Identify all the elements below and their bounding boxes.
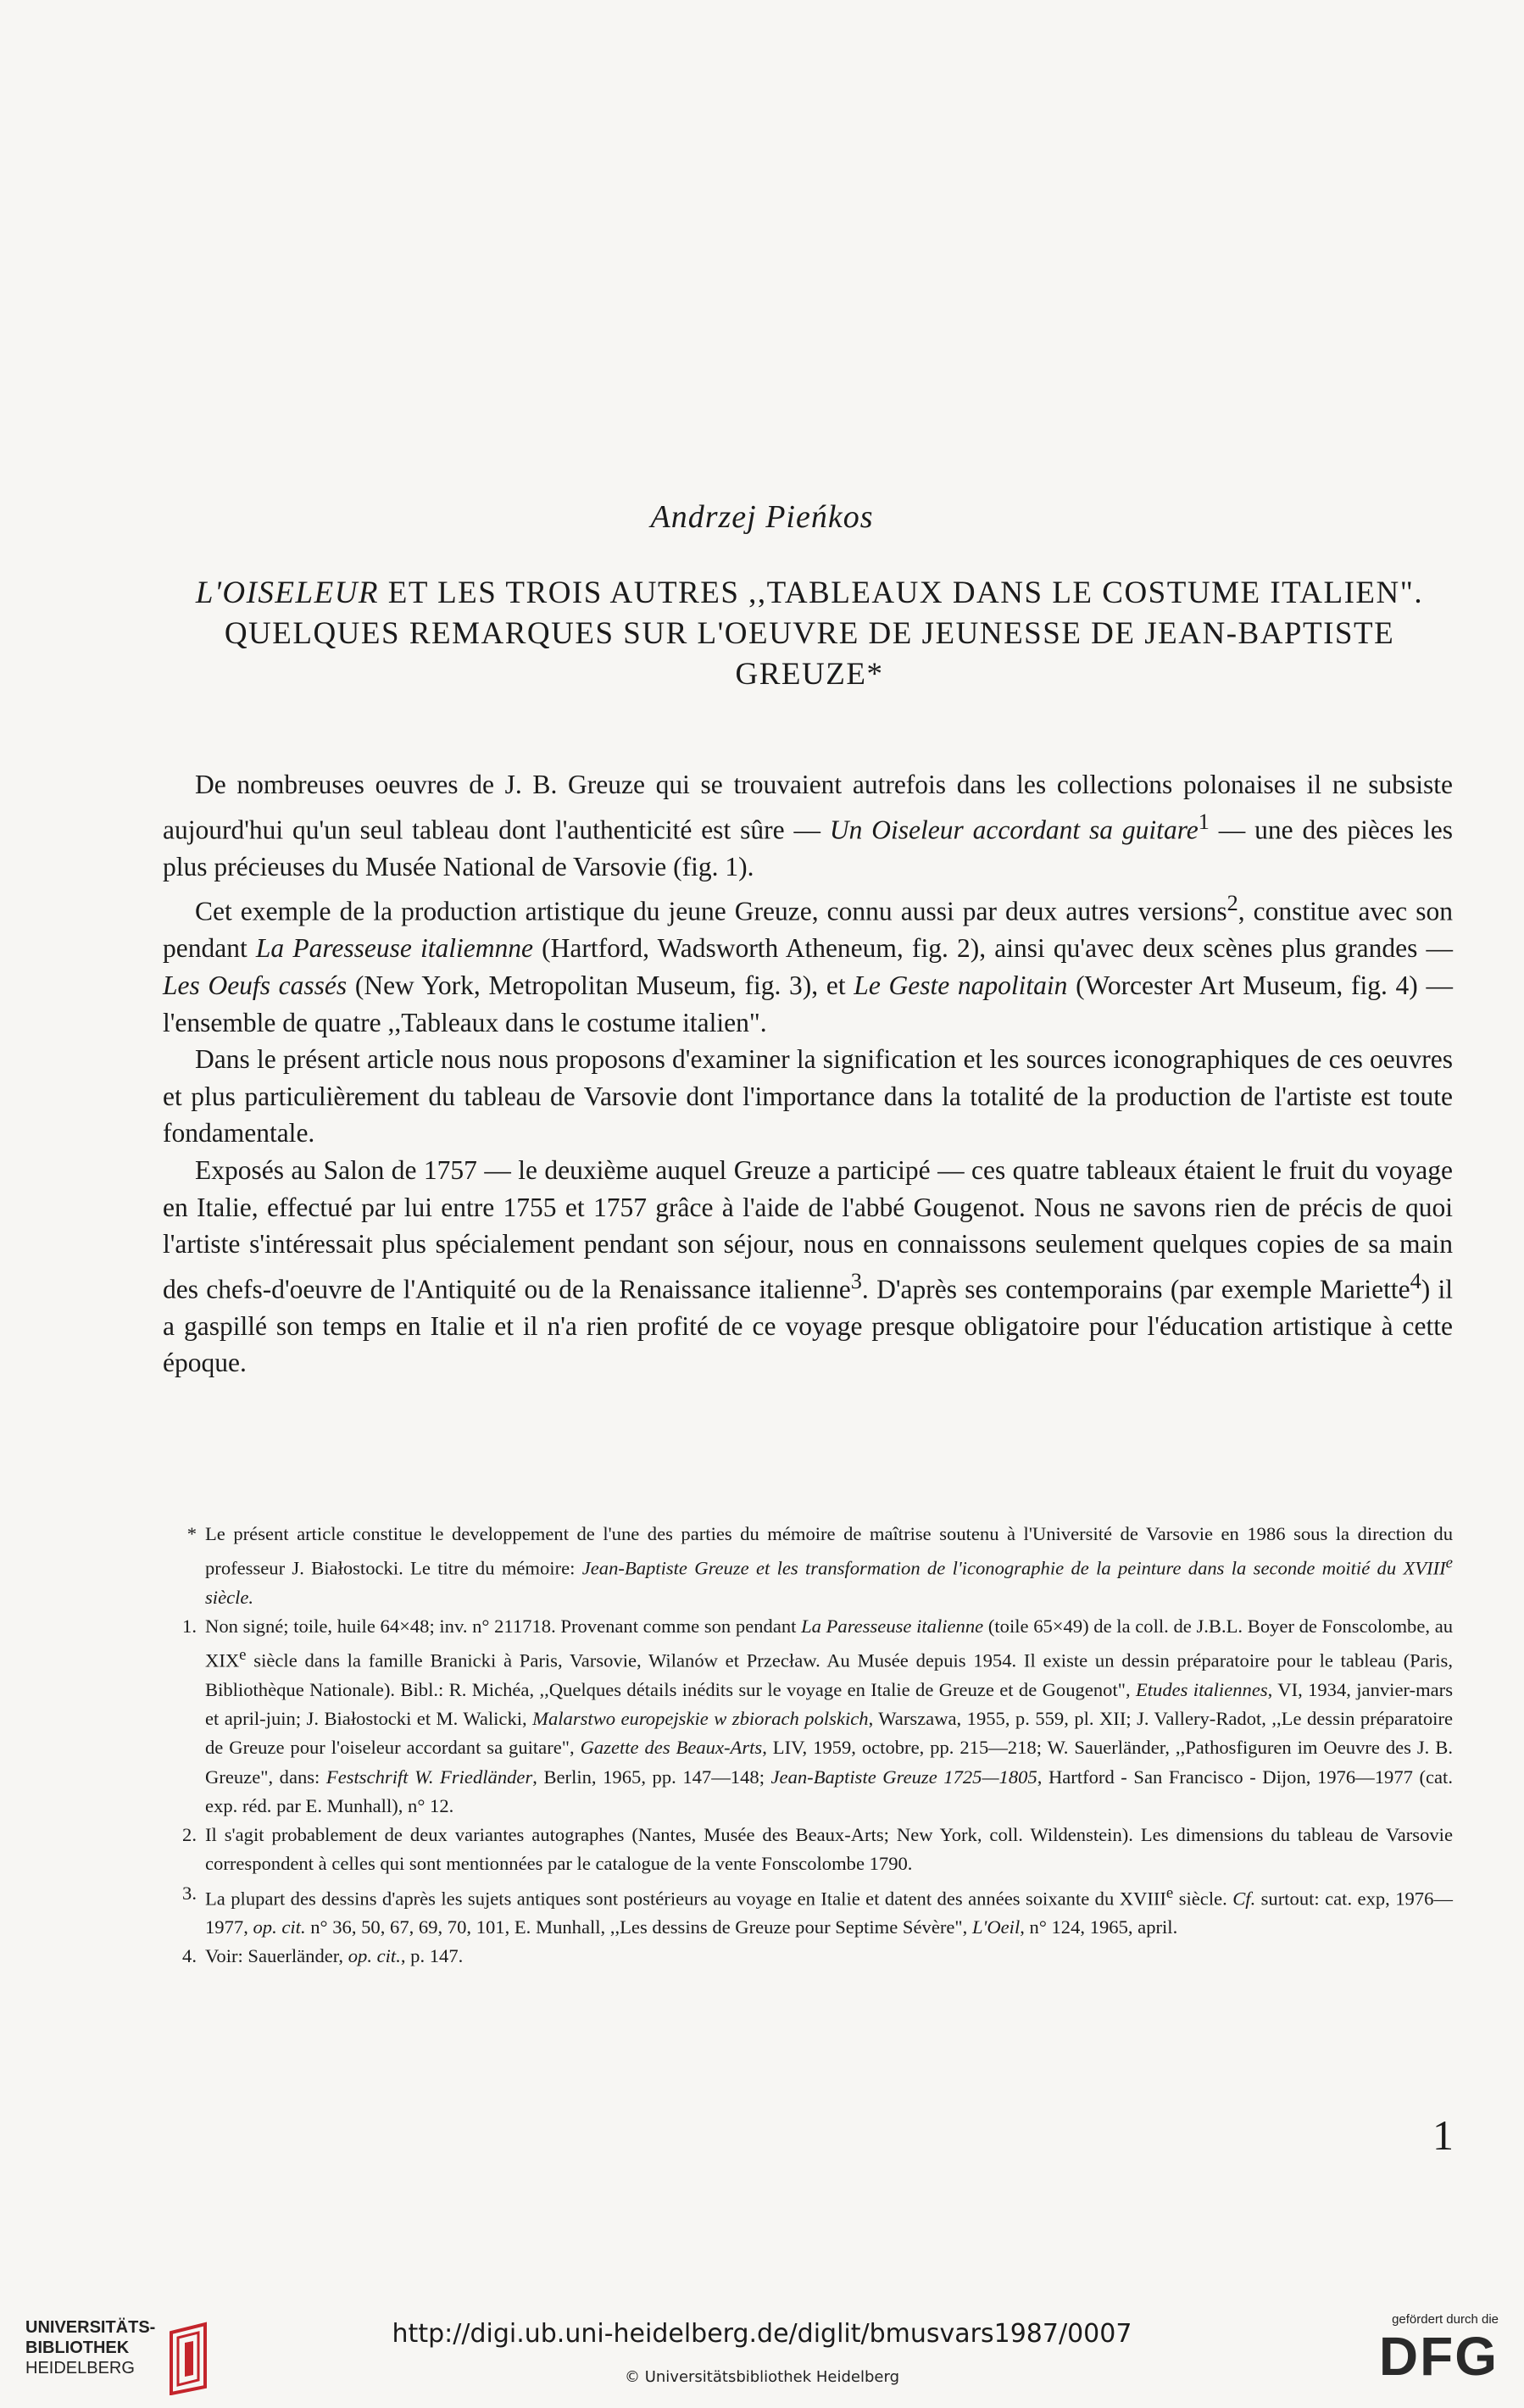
footnote-3 [163, 1879, 1453, 1943]
title-main-part: ET LES TROIS AUTRES ,,TABLEAUX DANS LE COSTUME ITALIEN". QUELQUES REMARQUES SUR L'OEUVRE DE JEUNESSE DE JEAN-BAPTISTE GREUZE* [224, 576, 1424, 692]
text-run: siècle. [1173, 1888, 1233, 1910]
page-number: 1 [1432, 2111, 1454, 2159]
digitization-footer [0, 2302, 1524, 2408]
body-paragraph-4 [163, 1152, 1453, 1382]
footnote-ref: 3 [850, 1268, 862, 1293]
dfg-logo: DFG [1378, 2326, 1499, 2387]
footnote-1 [163, 1612, 1453, 1821]
footnote-mark: 4. [182, 1945, 197, 1967]
footnote-mark: 2. [182, 1824, 197, 1846]
italic-run: Les Oeufs cassés [163, 970, 348, 1000]
italic-run: Malarstwo europejskie w zbiorach polskich [532, 1708, 869, 1730]
italic-run: Le Geste napolitain [854, 970, 1068, 1000]
body-paragraph-3: Dans le présent article nous nous proposons d'examiner la signification et les sources iconographiques de ces oeuvres et plus particulièrement du tableau de Varsovie dont l'importance dans la totalité de la production de l'artiste est toute fondamentale. [163, 1044, 1453, 1148]
footnote-ref: 4 [1410, 1268, 1421, 1293]
footnotes [163, 1520, 1453, 1971]
text-run: Voir: Sauerländer, [205, 1945, 348, 1967]
footnote-2 [163, 1821, 1453, 1878]
text-run: ) il a gaspillé son temps en Italie et il n'a rien profité de ce voyage presque obligatoire pour l'éducation artistique à cette époque. [163, 1274, 1454, 1378]
italic-run: La Paresseuse italienne [801, 1616, 984, 1638]
superscript: e [1445, 1554, 1453, 1572]
italic-run: Cf. [1232, 1888, 1256, 1910]
footnote-ref: 1 [1198, 809, 1210, 834]
text-run: — une des pièces les plus précieuses du Musée National de Varsovie (fig. 1). [163, 815, 1453, 881]
text-run: siècle dans la famille Branicki à Paris, Varsovie, Wilanów et Przecław. Au Musée depuis 1954. Il existe un dessin préparatoire pour le tableau (Paris, Bibliothèque Nationale). Bibl.: R. Michéa, ,,Quelques détails inédits sur le voyage en Italie de Greuze et de Gougenot", [205, 1649, 1453, 1701]
copyright-notice: © Universitätsbibliothek Heidelberg [624, 2368, 899, 2386]
text-run: De nombreuses oeuvres de J. B. Greuze qui se trouvaient autrefois dans les collections polonaises il ne subsiste aujourd'hui qu'un seul tableau dont l'authenticité est sûre — [163, 770, 1453, 845]
text-run: (Hartford, Wadsworth Atheneum, fig. 2), ainsi qu'avec deux scènes plus grandes — [533, 933, 1454, 964]
text-run: . D'après ses contemporains (par exemple Mariette [861, 1274, 1410, 1304]
text-run: Le présent article constitue le developpement de l'une des parties du mémoire de maîtrise soutenu à l'Université de Varsovie en 1986 sous la direction du professeur J. Białostocki. Le titre du mémoire: [205, 1523, 1453, 1579]
library-name-line: UNIVERSITÄTS- [25, 2318, 156, 2337]
text-run: Il s'agit probablement de deux variantes autographes (Nantes, Musée des Beaux-Arts; New York, coll. Wildenstein). Les dimensions du tableau de Varsovie correspondent à celles qui sont mentionnées par le catalogue de la vente Fonscolombe 1790. [205, 1824, 1453, 1875]
superscript: e [239, 1646, 247, 1665]
text-run: , constitue avec son pendant [163, 896, 1453, 964]
body-paragraph-2 [163, 885, 1453, 1041]
footnote-4 [163, 1942, 1453, 1971]
italic-run: Jean-Baptiste Greuze 1725—1805 [770, 1766, 1037, 1788]
dfg-funding-badge[interactable] [1363, 2312, 1499, 2387]
permalink-url[interactable]: http://digi.ub.uni-heidelberg.de/diglit/bmusvars1987/0007 [392, 2319, 1132, 2349]
text-run: , Hartford - San Francisco - Dijon, 1976—1977 (cat. exp. réd. par E. Munhall), n° 12. [205, 1766, 1453, 1816]
text-run: , VI, 1934, janvier-mars et april-juin; J. Białostocki et M. Walicki, [205, 1679, 1453, 1730]
text-run: (Worcester Art Museum, fig. 4) — l'ensemble de quatre ,,Tableaux dans le costume italien". [163, 970, 1453, 1037]
italic-run: Etudes italiennes [1135, 1679, 1268, 1701]
footnote-mark: 3. [182, 1882, 197, 1904]
text-run: , LIV, 1959, octobre, pp. 215—218; W. Sauerländer, ,,Pathosfiguren im Oeuvre des J. B. Greuze", dans: [205, 1737, 1453, 1788]
text-run: La plupart des dessins d'après les sujets antiques sont postérieurs au voyage en Italie et datent des années soixante du XVIII [205, 1888, 1166, 1910]
italic-run: Gazette des Beaux-Arts [580, 1737, 763, 1759]
italic-run: Festschrift W. Friedländer [325, 1766, 533, 1788]
text-run: n° 36, 50, 67, 69, 70, 101, E. Munhall, ,,Les dessins de Greuze pour Septime Sévère", [305, 1916, 972, 1938]
author-name: Andrzej Pieńkos [650, 499, 874, 535]
text-run: surtout: cat. exp, 1976—1977, [205, 1888, 1453, 1938]
superscript: e [1165, 1883, 1174, 1902]
italic-run: L'Oeil [971, 1916, 1021, 1938]
text-run: (toile 65×49) de la coll. de J.B.L. Boyer de Fonscolombe, au XIX [205, 1616, 1454, 1671]
text-run: , p. 147. [400, 1945, 464, 1967]
italic-run: op. cit. [348, 1945, 401, 1967]
footnote-mark: 1. [182, 1616, 197, 1638]
text-run: Exposés au Salon de 1757 — le deuxième auquel Greuze a participé — ces quatre tableaux étaient le fruit du voyage en Italie, effectué par lui entre 1755 et 1757 grâce à l'aide de l'abbé Gougenot. Nous ne savons rien de précis de quoi l'artiste s'intéressait plus spécialement pendant son séjour, nous en connaissons seulement quelques copies de sa main des chefs-d'oeuvre de l'Antiquité ou de la Renaissance italienne [163, 1154, 1453, 1304]
text-run: (New York, Metropolitan Museum, fig. 3), et [347, 970, 854, 1000]
italic-run: op. cit. [253, 1916, 306, 1938]
library-name-line: HEIDELBERG [25, 2359, 135, 2377]
footnote-ref: 2 [1226, 891, 1238, 916]
article-title [161, 573, 1458, 695]
body-paragraph-1 [163, 766, 1453, 885]
funding-label: gefördert durch die [1392, 2312, 1499, 2327]
text-run: , Warszawa, 1955, p. 559, pl. XII; J. Vallery-Radot, ,,Le dessin préparatoire de Greuze pour l'oiseleur accordant sa guitare", [205, 1708, 1454, 1759]
italic-run: Jean-Baptiste Greuze et les transformation de l'iconographie de la peinture dans la seconde moitié du XVIII [581, 1557, 1446, 1579]
italic-run: La Paresseuse italiemnne [255, 933, 534, 964]
library-name-line: BIBLIOTHEK [25, 2338, 130, 2357]
text-run: Cet exemple de la production artistique du jeune Greuze, connu aussi par deux autres versions [195, 896, 1227, 926]
italic-run: Un Oiseleur accordant sa guitare [829, 815, 1199, 845]
title-italic-part: L'OISELEUR [195, 576, 380, 610]
text-run: Non signé; toile, huile 64×48; inv. n° 211718. Provenant comme son pendant [205, 1616, 802, 1638]
footnote-star [163, 1520, 1453, 1612]
italic-run: siècle. [205, 1586, 254, 1608]
text-run: , Berlin, 1965, pp. 147—148; [532, 1766, 771, 1788]
footnote-mark: * [186, 1523, 197, 1544]
text-run: , n° 124, 1965, april. [1020, 1916, 1178, 1938]
article-body [163, 766, 1453, 1382]
